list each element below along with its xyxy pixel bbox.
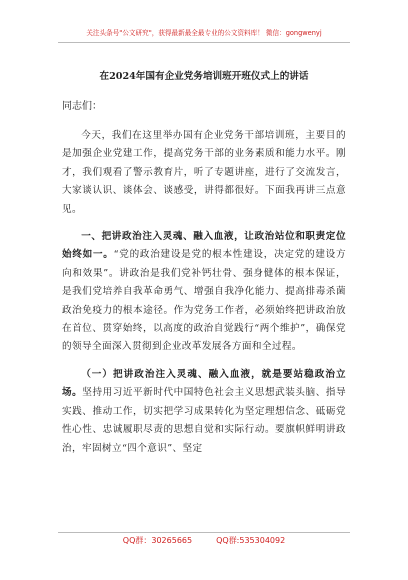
footer-qq-group-1: QQ群：30265665	[122, 536, 193, 545]
document-body	[62, 64, 346, 458]
paragraph-intro	[62, 127, 346, 219]
subsection-heading: （一）把讲政治注入灵魂、融入血液，就是要站稳政治立场。	[62, 368, 346, 399]
header-banner: 关注头条号"公文研究"，获得最新最全最专业的公文资料库！ 微信：gongwenyj	[86, 29, 322, 37]
header-divider	[58, 42, 350, 43]
footer-contact	[0, 535, 408, 546]
paragraph-section-one	[62, 228, 346, 357]
section-heading: 一、把讲政治注入灵魂、融入血液，让政治站位和职责定位始终如一。	[62, 231, 346, 261]
paragraph-text: 坚持用习近平新时代中国特色社会主义思想武装头脑、指导实践、推动工作，切实把学习成果转化为坚定理想信念、砥砺党性心性、忠诚履职尽责的思想自觉和实际行动。要旗帜鲜明讲政治，牢固树立“四个意识”、坚定	[62, 387, 346, 454]
footer-divider	[58, 532, 350, 533]
paragraph-text: “党的政治建设是党的根本性建设，决定党的建设方向和效果”。讲政治是我们党补钙壮骨、强身健体的根本保证，是我们党培养自我革命勇气、增强自我净化能力、提高排毒杀菌政治免疫力的根本途径。作为党务工作者，必须始终把讲政治放在首位、贯穿始终，以高度的政治自觉践行“两个维护”，确保党的领导全面深入贯彻到企业改革发展各方面和全过程。	[62, 249, 346, 353]
footer-qq-group-2: QQ群:535304092	[216, 536, 286, 545]
salutation: 同志们：	[62, 101, 102, 112]
paragraph-text: 今天，我们在这里举办国有企业党务干部培训班，主要目的是加强企业党建工作，提高党务干部的业务素质和能力水平。刚才，我们观看了警示教育片，听了专题讲座，进行了交流发言，大家谈认识、谈体会、谈感受，讲得都很好。下面我再讲三点意见。	[62, 130, 346, 215]
document-title: 在2024年国有企业党务培训班开班仪式上的讲话	[99, 71, 309, 82]
paragraph-subsection-one	[62, 366, 346, 458]
